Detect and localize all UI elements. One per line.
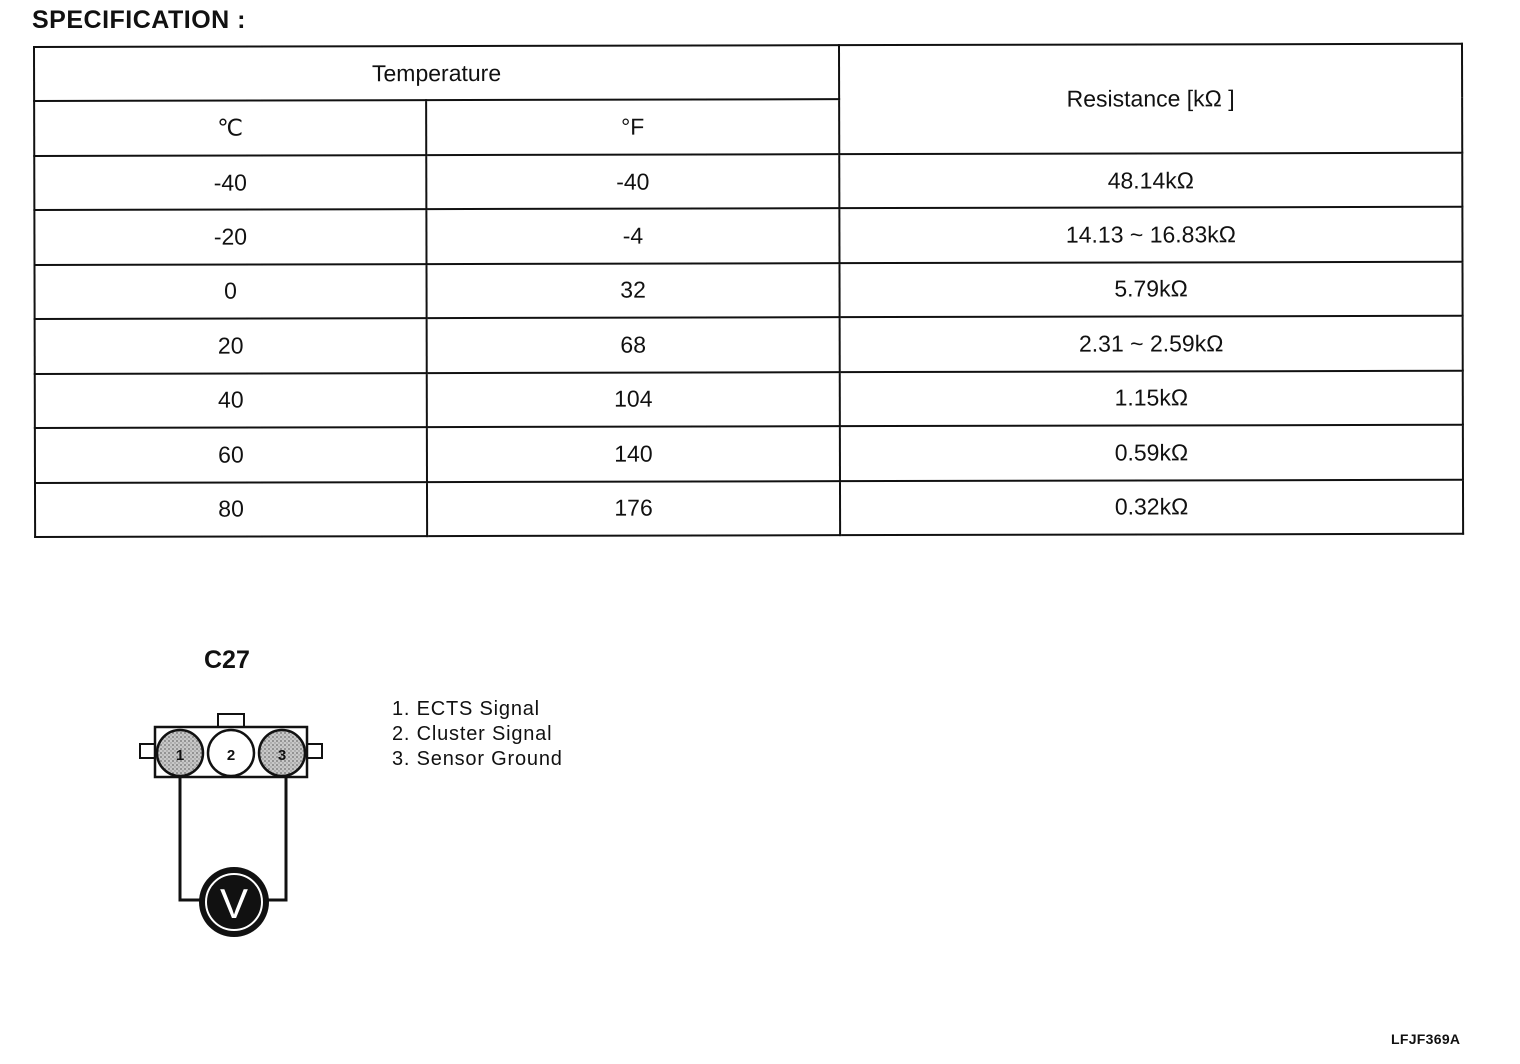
voltmeter-icon: [199, 867, 269, 937]
resistance-header: Resistance [kΩ ]: [839, 44, 1462, 154]
fahrenheit-cell: 32: [426, 263, 839, 318]
pin-label: 1: [175, 747, 185, 764]
celsius-header: ℃: [34, 101, 426, 156]
fahrenheit-cell: 176: [427, 481, 840, 536]
pin-label: 2: [226, 747, 236, 764]
table-row: [34, 153, 1462, 211]
celsius-cell: 80: [35, 482, 427, 537]
legend-item: 2. Cluster Signal: [392, 723, 553, 745]
resistance-cell: 1.15kΩ: [840, 370, 1463, 426]
connector-pin-1: [157, 730, 203, 776]
pin-legend: [392, 697, 563, 772]
resistance-cell: 48.14kΩ: [839, 153, 1462, 209]
legend-item: 3. Sensor Ground: [392, 748, 563, 770]
fahrenheit-cell: 68: [427, 317, 840, 372]
celsius-cell: 40: [35, 373, 427, 428]
resistance-cell: 5.79kΩ: [839, 262, 1462, 318]
fahrenheit-cell: -40: [426, 154, 839, 209]
connector-icon: [120, 700, 340, 945]
fahrenheit-cell: 140: [427, 426, 840, 481]
fahrenheit-header: °F: [426, 100, 839, 155]
lead-wire: [180, 776, 200, 900]
table-row: [34, 262, 1462, 320]
voltmeter-symbol: V: [219, 880, 249, 927]
celsius-cell: 60: [35, 427, 427, 482]
resistance-cell: 14.13 ~ 16.83kΩ: [839, 207, 1462, 263]
resistance-cell: 0.32kΩ: [840, 479, 1463, 535]
celsius-cell: 0: [34, 264, 426, 319]
table-row: [35, 425, 1463, 483]
connector-pin-3: [259, 730, 305, 776]
fahrenheit-cell: -4: [426, 208, 839, 263]
lead-wire: [268, 776, 286, 900]
connector-pin-2: [208, 730, 254, 776]
table-row: [34, 207, 1462, 265]
celsius-cell: -40: [34, 155, 426, 210]
celsius-cell: -20: [34, 209, 426, 264]
celsius-cell: 20: [35, 318, 427, 373]
specification-table: [33, 43, 1464, 538]
temperature-header: Temperature: [34, 45, 839, 101]
table-row: [35, 316, 1463, 374]
pin-label: 3: [277, 747, 287, 764]
fahrenheit-cell: 104: [427, 372, 840, 427]
resistance-cell: 2.31 ~ 2.59kΩ: [840, 316, 1463, 372]
table-row: [35, 479, 1463, 537]
page-heading: SPECIFICATION :: [32, 6, 246, 34]
table-row: [35, 370, 1463, 428]
connector-title: C27: [204, 646, 250, 674]
legend-item: 1. ECTS Signal: [392, 698, 540, 720]
table-header-row: [34, 44, 1462, 102]
resistance-cell: 0.59kΩ: [840, 425, 1463, 481]
image-code: LFJF369A: [1391, 1031, 1461, 1047]
